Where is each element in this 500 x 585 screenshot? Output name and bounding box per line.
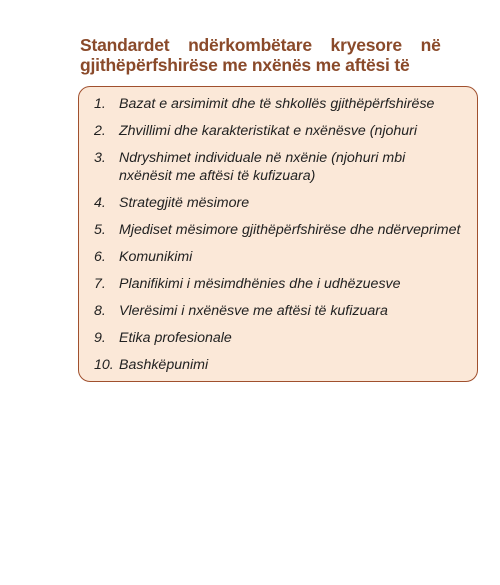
list-item — [79, 149, 477, 185]
standards-list — [79, 95, 477, 383]
list-item-number: 6. — [94, 249, 106, 265]
list-item — [79, 248, 477, 266]
list-item — [79, 194, 477, 212]
list-item-text: Etika profesionale — [119, 330, 232, 346]
list-item — [79, 221, 477, 239]
list-item-text: Zhvillimi dhe karakteristikat e nxënësve (njohuri — [119, 123, 418, 139]
list-item — [79, 122, 477, 140]
list-item — [79, 356, 477, 374]
list-item-number: 7. — [94, 276, 106, 292]
list-item — [79, 95, 477, 113]
list-item-text: Mjediset mësimore gjithëpërfshirëse dhe ndërveprimet — [119, 222, 461, 238]
list-item-text: Ndryshimet individuale në nxënie (njohuri mbi nxënësit me aftësi të kufizuara) — [119, 150, 406, 184]
heading-line-2: gjithëpërfshirëse me nxënës me aftësi të — [80, 55, 410, 75]
list-item-number: 5. — [94, 222, 106, 238]
list-item-number: 2. — [94, 123, 106, 139]
list-item — [79, 275, 477, 293]
list-item-text: Vlerësimi i nxënësve me aftësi të kufizuara — [119, 303, 388, 319]
list-item-number: 8. — [94, 303, 106, 319]
list-item-text: Komunikimi — [119, 249, 193, 265]
list-item — [79, 329, 477, 347]
section-heading — [80, 35, 500, 75]
list-item-number: 10. — [94, 357, 114, 373]
list-item — [79, 302, 477, 320]
list-item-number: 9. — [94, 330, 106, 346]
heading-line-1: Standardet ndërkombëtare kryesore në — [80, 35, 441, 55]
list-item-text: Bashkëpunimi — [119, 357, 209, 373]
list-item-number: 4. — [94, 195, 106, 211]
standards-box — [78, 86, 478, 382]
list-item-number: 3. — [94, 150, 106, 166]
list-item-text: Strategjitë mësimore — [119, 195, 250, 211]
list-item-text: Bazat e arsimimit dhe të shkollës gjithëpërfshirëse — [119, 96, 435, 112]
list-item-text: Planifikimi i mësimdhënies dhe i udhëzuesve — [119, 276, 401, 292]
list-item-number: 1. — [94, 96, 106, 112]
